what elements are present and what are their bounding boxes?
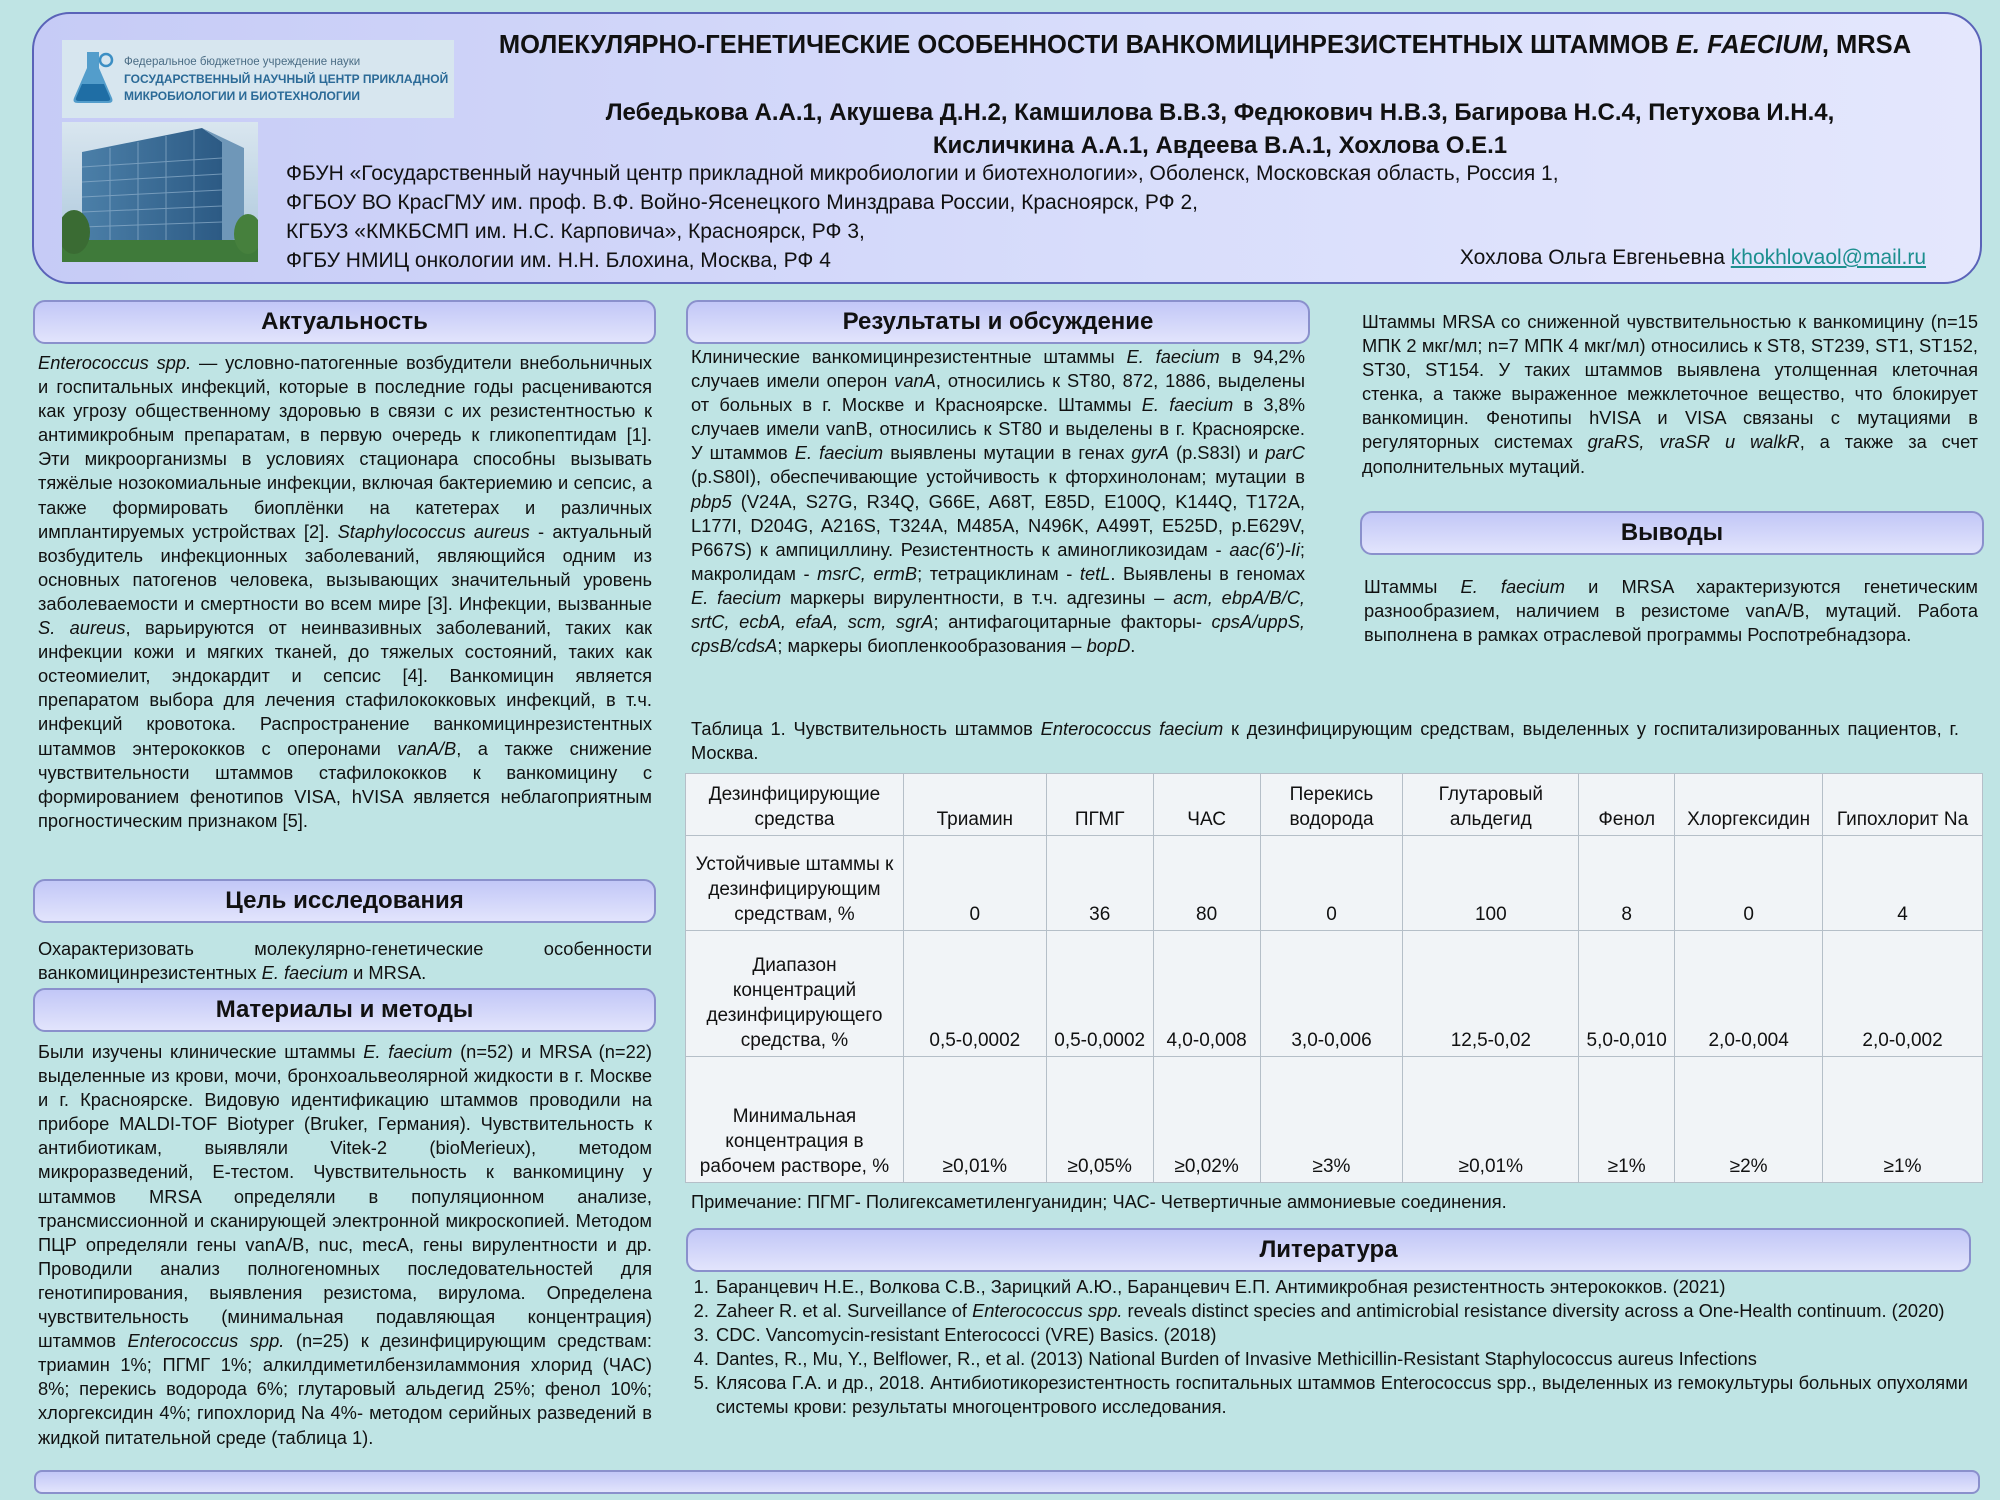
table-header-cell: Гипохлорит Na — [1823, 774, 1983, 836]
section-conclusions-header: Выводы — [1360, 511, 1984, 555]
relevance-text: Enterococcus spp. — условно-патогенные возбудители внебольничных и госпитальных инфекций, которые в последние годы расцениваются как угрозу общественному здоровью в связи с их резистентностью к антимикробным препаратам, в первую очередь к гликопептидам [1]. Эти микроорганизмы в условиях стационара способны вызывать тяжёлые нозокомиальные инфекции, включая бактериемию и сепсис, а также формировать биоплёнки на катетерах и различных имплантируемых устройствах [2]. Staphylococcus aureus - актуальный возбудитель инфекционных заболеваний, являющийся одним из основных патогенов человека, вызывающих значительный уровень заболеваемости и смертности во всем мире [3]. Инфекции, вызванные S. aureus, варьируются от неинвазивных заболеваний, таких как инфекции кожи и мягких тканей, до тяжелых состояний, таких как остеомиелит, эндокардит и сепсис [4]. Ванкомицин является препаратом выбора для лечения стафилококковых инфекций, в т.ч. инфекций кровотока. Распространение ванкомицинрезистентных штаммов энтерококков с оперонами vanA/B, а также снижение чувствительности штаммов стафилококков к ванкомицину с формированием фенотипов VISA, hVISA является неблагоприятным прогностическим признаком [5]. — [38, 352, 653, 831]
table-header-row — [686, 774, 1983, 836]
table-header-cell: ПГМГ — [1046, 774, 1153, 836]
table-cell: 3,0-0,006 — [1260, 931, 1403, 1057]
affiliation-2: ФГБОУ ВО КрасГМУ им. проф. В.Ф. Войно-Ясенецкого Минздрава России, Красноярск, РФ 2, — [286, 191, 1198, 214]
results-text: Клинические ванкомицинрезистентные штаммы E. faecium в 94,2% случаев имели оперон vanA, относились к ST80, 872, 1886, выделены от больных в г. Москве и Красноярске. Штаммы E. faecium в 3,8% случаев имели vanB, относились к ST80 и выделены в г. Красноярске. У штаммов E. faecium выявлены мутации в генах gyrA (p.S83I) и parC (p.S80I), обеспечивающие устойчивость к фторхинолонам; мутации в pbp5 (V24A, S27G, R34Q, G66E, A68T, E85D, E100Q, K144Q, T172A, L177I, D204G, A216S, T324A, M485A, N496K, A499T, E525D, p.E629V, P667S) к ампициллину. Резистентность к аминогликозидам - aac(6')-Ii; макролидам - msrC, ermB; тетрациклинам - tetL. Выявлены в геномах E. faecium маркеры вирулентности, в т.ч. адгезины – acm, ebpA/B/C, srtC, ecbA, efaA, scm, sgrA; антифагоцитарные факторы- cpsA/uppS, cpsB/cdsA; маркеры биопленкообразования – bopD. — [691, 346, 1306, 657]
contact — [1460, 246, 1926, 270]
footer-bar — [34, 1470, 1980, 1494]
table-cell: 80 — [1153, 836, 1260, 931]
references-list — [686, 1275, 1968, 1420]
table-cell: 4,0-0,008 — [1153, 931, 1260, 1057]
mrsa-results-text: Штаммы MRSA со сниженной чувствительностью к ванкомицину (n=15 МПК 2 мкг/мл; n=7 МПК 4 мкг/мл) относились к ST8, ST239, ST1, ST152, ST30, ST154. У таких штаммов выявлена утолщенная клеточная стенка, а также выраженное межклеточное вещество, что блокирует ванкомицин. Фенотипы hVISA и VISA связаны с мутациями в регуляторных системах graRS, vraSR u walkR, а также за счет дополнительных мутаций. — [1362, 311, 1979, 477]
table-row-label: Минимальная концентрация в рабочем растворе, % — [686, 1057, 904, 1183]
authors-line2: Кисличкина А.А.1, Авдеева В.А.1, Хохлова О.Е.1 — [932, 132, 1508, 159]
reference-item: 4. Dantes, R., Mu, Y., Belflower, R., et al. (2013) National Burden of Invasive Methicillin-Resistant Staphylococcus aureus Infections — [714, 1347, 1968, 1371]
table-cell: 2,0-0,002 — [1823, 931, 1983, 1057]
affiliation-1: ФБУН «Государственный научный центр прикладной микробиологии и биотехнологии», Оболенск, Московская область, Россия 1, — [286, 162, 1559, 185]
table-caption: Таблица 1. Чувствительность штаммов Enterococcus faecium к дезинфицирующим средствам, выделенных у госпитализированных пациентов, г. Москва. — [691, 718, 1959, 764]
table-cell: 36 — [1046, 836, 1153, 931]
conclusions-text: Штаммы E. faecium и MRSA характеризуются генетическим разнообразием, наличием в резистоме vanA/B, мутаций. Работа выполнена в рамках отраслевой программы Роспотребнадзора. — [1364, 576, 1979, 646]
table-cell: 8 — [1579, 836, 1675, 931]
section-literature-header: Литература — [686, 1228, 1971, 1272]
table-cell: 0 — [1675, 836, 1823, 931]
table-row-label: Диапазон концентраций дезинфицирующего средства, % — [686, 931, 904, 1057]
methods-text: Были изучены клинические штаммы E. faecium (n=52) и MRSA (n=22) выделенные из крови, мочи, бронхоальвеолярной жидкости в г. Москве и г. Красноярске. Видовую идентификацию штаммов проводили на приборе MALDI-TOF Biotyper (Bruker, Германия). Чувствительность к антибиотикам, выявляли Vitek-2 (bioMerieux), методом микроразведений, Е-тестом. Чувствительность к ванкомицину у штаммов MRSA определяли в популяционном анализе, трансмиссионной и сканирующей электронной микроскопией. Методом ПЦР определяли гены vanA/B, nuc, mecA, гены вирулентности и др. Проводили анализ полногеномных последовательностей для генотипирования, выявления резистома, вирулома. Определена чувствительность (минимальная подавляющая концентрация) штаммов Enterococcus spp. (n=25) к дезинфицирующим средствам: триамин 1%; ПГМГ 1%; алкилдиметилбензиламмония хлорид (ЧАС) 8%; перекись водорода 6%; глутаровый альдегид 25%; фенол 10%; хлоргексидин 4%; гипохлорид Na 4%- методом серийных разведений в жидкой питательной среде (таблица 1). — [38, 1041, 652, 1448]
table-cell: 0,5-0,0002 — [1046, 931, 1153, 1057]
reference-item: 1. Баранцевич Н.Е., Волкова С.В., Зарицкий А.Ю., Баранцевич Е.П. Антимикробная резистентность энтерококков. (2021) — [714, 1275, 1968, 1299]
flask-icon — [70, 48, 116, 106]
authors — [470, 96, 1970, 162]
building-photo — [62, 122, 258, 262]
affiliation-4: ФГБУ НМИЦ онкологии им. Н.Н. Блохина, Москва, РФ 4 — [286, 249, 831, 272]
table-header-cell: ЧАС — [1153, 774, 1260, 836]
logo-text-line2: ГОСУДАРСТВЕННЫЙ НАУЧНЫЙ ЦЕНТР ПРИКЛАДНОЙ — [124, 72, 449, 86]
aim-text: Охарактеризовать молекулярно-генетические особенности ванкомицинрезистентных E. faecium и MRSA. — [38, 938, 652, 984]
table-header-cell: Фенол — [1579, 774, 1675, 836]
table-cell: ≥0,01% — [1403, 1057, 1579, 1183]
reference-item: 3. CDC. Vancomycin-resistant Enterococci (VRE) Basics. (2018) — [714, 1323, 1968, 1347]
section-methods-header: Материалы и методы — [33, 988, 656, 1032]
table-cell: 2,0-0,004 — [1675, 931, 1823, 1057]
contact-name: Хохлова Ольга Евгеньевна — [1459, 246, 1731, 269]
reference-item: 2. Zaheer R. et al. Surveillance of Enterococcus spp. reveals distinct species and antimicrobial resistance diversity across a One-Health continuum. (2020) — [714, 1299, 1968, 1323]
table-cell: 5,0-0,010 — [1579, 931, 1675, 1057]
table-cell: 0 — [903, 836, 1046, 931]
table-row — [686, 931, 1983, 1057]
table-row — [686, 836, 1983, 931]
table-row-label: Устойчивые штаммы к дезинфицирующим средствам, % — [686, 836, 904, 931]
contact-email-link[interactable]: khokhlovaol@mail.ru — [1730, 246, 1926, 269]
table-cell: 12,5-0,02 — [1403, 931, 1579, 1057]
table-note: Примечание: ПГМГ- Полигексаметиленгуанидин; ЧАС- Четвертичные аммониевые соединения. — [691, 1191, 1507, 1212]
table-cell: ≥0,01% — [903, 1057, 1046, 1183]
section-results-header: Результаты и обсуждение — [686, 300, 1310, 344]
table-cell: ≥1% — [1579, 1057, 1675, 1183]
table-cell: ≥3% — [1260, 1057, 1403, 1183]
poster-title: МОЛЕКУЛЯРНО-ГЕНЕТИЧЕСКИЕ ОСОБЕННОСТИ ВАНКОМИЦИНРЕЗИСТЕНТНЫХ ШТАММОВ E. FAECIUM, MRSA — [498, 31, 1912, 59]
table-cell: 0,5-0,0002 — [903, 931, 1046, 1057]
table-header-cell: Дезинфицирующие средства — [686, 774, 904, 836]
table-header-cell: Перекись водорода — [1260, 774, 1403, 836]
logo-text-line3: МИКРОБИОЛОГИИ И БИОТЕХНОЛОГИИ — [124, 89, 360, 103]
table-header-cell: Глутаровый альдегид — [1403, 774, 1579, 836]
affiliation-3: КГБУЗ «КМКБСМП им. Н.С. Карповича», Красноярск, РФ 3, — [286, 220, 865, 243]
institution-logo — [62, 40, 454, 118]
table-cell: ≥1% — [1823, 1057, 1983, 1183]
disinfectant-table — [685, 773, 1983, 1183]
section-relevance-header: Актуальность — [33, 300, 656, 344]
table-cell: 0 — [1260, 836, 1403, 931]
table-cell: ≥0,05% — [1046, 1057, 1153, 1183]
table-row — [686, 1057, 1983, 1183]
table-header-cell: Триамин — [903, 774, 1046, 836]
table-cell: 4 — [1823, 836, 1983, 931]
logo-text-line1: Федеральное бюджетное учреждение науки — [124, 56, 361, 68]
table-cell: 100 — [1403, 836, 1579, 931]
section-aim-header: Цель исследования — [33, 879, 656, 923]
table-header-cell: Хлоргексидин — [1675, 774, 1823, 836]
table-cell: ≥0,02% — [1153, 1057, 1260, 1183]
reference-item: 5. Клясова Г.А. и др., 2018. Антибиотикорезистентность госпитальных штаммов Enterococcus spp., выделенных из гемокультуры больных опухолями системы крови: результаты многоцентрового исследования. — [714, 1371, 1968, 1419]
authors-line1: Лебедькова А.А.1, Акушева Д.Н.2, Камшилова В.В.3, Федюкович Н.В.3, Багирова Н.С.4, Петухова И.Н.4, — [605, 99, 1835, 126]
table-cell: ≥2% — [1675, 1057, 1823, 1183]
